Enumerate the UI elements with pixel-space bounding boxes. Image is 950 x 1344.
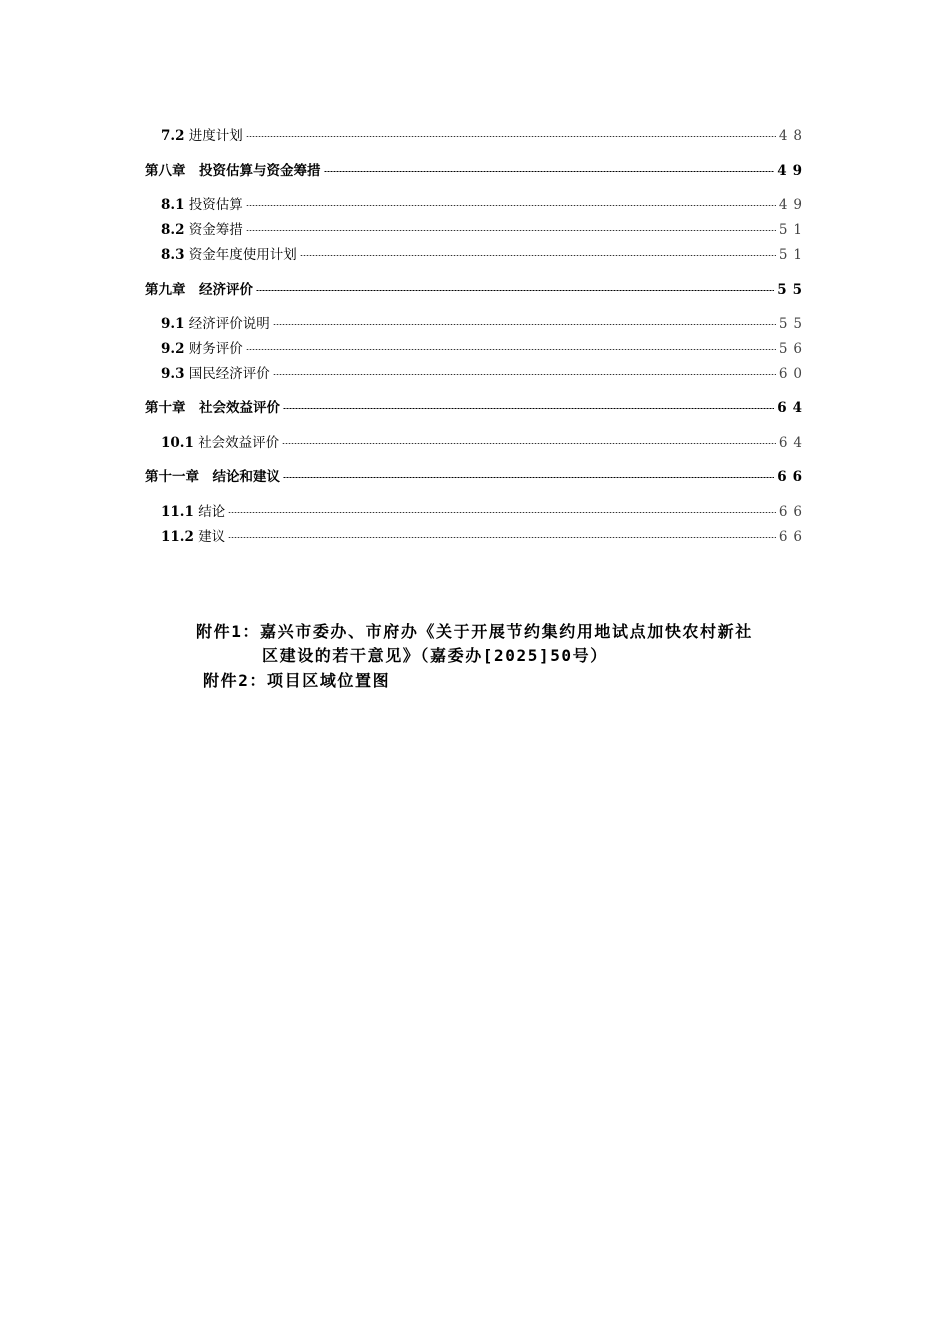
toc-entry-9-3[interactable] xyxy=(161,364,808,384)
toc-entry-chapter-8[interactable] xyxy=(145,161,808,181)
toc-leader-dots xyxy=(246,230,776,231)
toc-leader-dots xyxy=(283,477,774,478)
toc-leader-dots xyxy=(273,374,776,375)
toc-entry-8-3[interactable] xyxy=(161,245,808,265)
toc-leader-dots xyxy=(228,537,776,538)
toc-page-number: 66 xyxy=(778,504,808,520)
toc-page-number: 66 xyxy=(778,529,808,545)
toc-entry-label: 10.1 社会效益评价 xyxy=(161,435,280,451)
toc-entry-9-1[interactable] xyxy=(161,314,808,334)
attachment-2: 附件2：项目区域位置图 xyxy=(203,671,391,690)
toc-entry-label: 第八章 投资估算与资金筹措 xyxy=(145,163,321,179)
toc-leader-dots xyxy=(273,324,776,325)
toc-entry-label: 第十一章 结论和建议 xyxy=(145,469,280,485)
toc-entry-11-2[interactable] xyxy=(161,527,808,547)
toc-entry-label: 第九章 经济评价 xyxy=(145,282,253,298)
toc-entry-8-1[interactable] xyxy=(161,195,808,215)
toc-entry-label: 9.3 国民经济评价 xyxy=(161,366,270,382)
toc-entry-7-2[interactable] xyxy=(161,126,808,146)
toc-entry-label: 11.2 建议 xyxy=(161,529,226,545)
toc-page-number: 51 xyxy=(778,222,808,238)
toc-entry-label: 7.2 进度计划 xyxy=(161,128,243,144)
toc-page-number: 66 xyxy=(777,469,808,485)
toc-entry-label: 9.2 财务评价 xyxy=(161,341,243,357)
toc-page-number: 49 xyxy=(778,197,808,213)
toc-page-number: 49 xyxy=(777,163,808,179)
toc-entry-chapter-9[interactable] xyxy=(145,280,808,300)
toc-entry-label: 8.3 资金年度使用计划 xyxy=(161,247,297,263)
toc-entry-11-1[interactable] xyxy=(161,502,808,522)
toc-leader-dots xyxy=(246,349,776,350)
toc-leader-dots xyxy=(282,443,776,444)
toc-entry-label: 8.2 资金筹措 xyxy=(161,222,243,238)
toc-entry-chapter-10[interactable] xyxy=(145,398,808,418)
toc-page-number: 56 xyxy=(778,341,808,357)
toc-leader-dots xyxy=(246,136,776,137)
toc-leader-dots xyxy=(324,171,775,172)
toc-entry-8-2[interactable] xyxy=(161,220,808,240)
toc-page-number: 48 xyxy=(778,128,808,144)
toc-entry-10-1[interactable] xyxy=(161,433,808,453)
toc-page-number: 64 xyxy=(777,400,808,416)
toc-leader-dots xyxy=(246,205,776,206)
toc-entry-9-2[interactable] xyxy=(161,339,808,359)
toc-entry-label: 8.1 投资估算 xyxy=(161,197,243,213)
toc-page-number: 60 xyxy=(778,366,808,382)
toc-entry-label: 11.1 结论 xyxy=(161,504,226,520)
toc-page-number: 55 xyxy=(777,282,808,298)
toc-leader-dots xyxy=(283,408,774,409)
toc-leader-dots xyxy=(228,512,776,513)
toc-entry-label: 第十章 社会效益评价 xyxy=(145,400,280,416)
toc-page-number: 64 xyxy=(778,435,808,451)
toc-leader-dots xyxy=(256,290,774,291)
attachment-1-line-2: 区建设的若干意见》（嘉委办[2025]50号） xyxy=(262,646,608,665)
toc-entry-label: 9.1 经济评价说明 xyxy=(161,316,270,332)
attachment-1-line-1: 附件1：嘉兴市委办、市府办《关于开展节约集约用地试点加快农村新社 xyxy=(196,622,753,641)
toc-page-number: 55 xyxy=(778,316,808,332)
toc-page-number: 51 xyxy=(778,247,808,263)
toc-entry-chapter-11[interactable] xyxy=(145,467,808,487)
toc-leader-dots xyxy=(300,255,776,256)
